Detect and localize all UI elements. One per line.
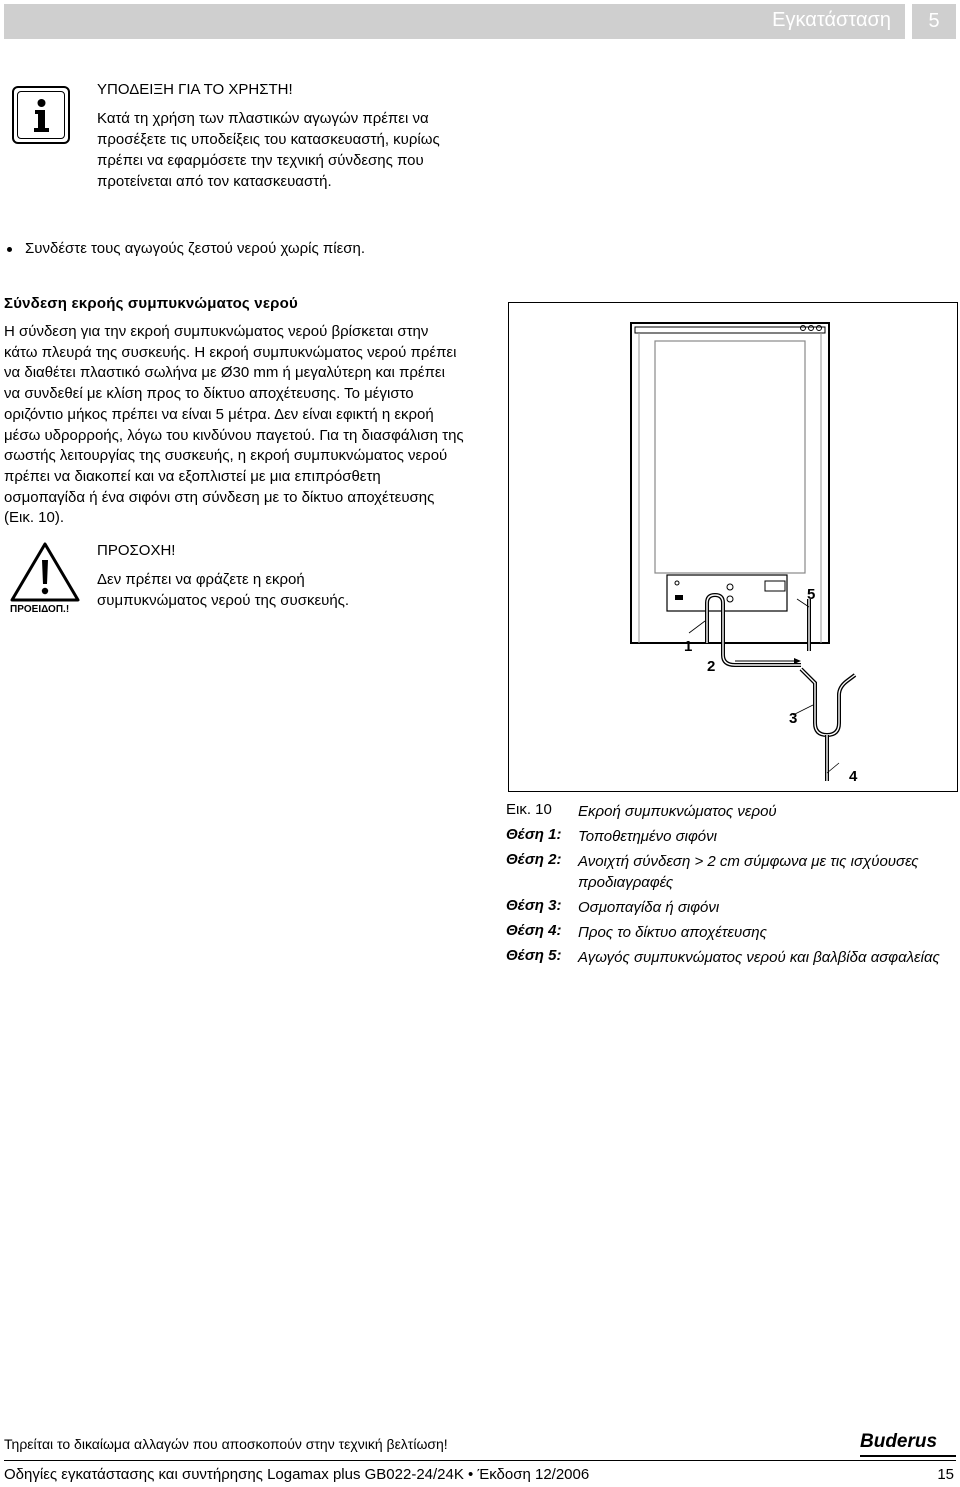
caption-item bbox=[506, 851, 958, 893]
caption-item bbox=[506, 826, 958, 847]
warning-title: ΠΡΟΣΟΧΗ! bbox=[97, 542, 176, 559]
caption-item-label: Θέση 5: bbox=[506, 947, 562, 964]
section-heading: Σύνδεση εκροής συμπυκνώματος νερού bbox=[4, 295, 298, 312]
boiler-diagram bbox=[509, 303, 959, 793]
chapter-number: 5 bbox=[912, 4, 956, 39]
caption-item-text: Τοποθετημένο σιφόνι bbox=[578, 828, 717, 845]
note-title: ΥΠΟΔΕΙΞΗ ΓΙΑ ΤΟ ΧΡΗΣΤΗ! bbox=[97, 81, 293, 98]
note-body: Κατά τη χρήση των πλαστικών αγωγών πρέπει να προσέξετε τις υποδείξεις του κατασκευαστή, κυρίως πρέπει να εφαρμόσετε την τεχνική σύνδεσης που προτείνεται από τον κατασκευαστή. bbox=[97, 110, 440, 190]
caption-item-text: Ανοιχτή σύνδεση > 2 cm σύμφωνα με τις ισχύουσες προδιαγραφές bbox=[578, 853, 919, 891]
warning-label: ΠΡΟΕΙΔΟΠ.! bbox=[10, 604, 70, 615]
caption-title-row bbox=[506, 801, 958, 822]
logo-underline bbox=[860, 1455, 956, 1457]
info-icon bbox=[12, 86, 70, 144]
figure-label: Εικ. 10 bbox=[506, 801, 552, 818]
footer-disclaimer: Τηρείται το δικαίωμα αλλαγών που αποσκοπούν στην τεχνική βελτίωση! bbox=[4, 1436, 448, 1452]
caption-item bbox=[506, 922, 958, 943]
caption-item-text: Οσμοπαγίδα ή σιφόνι bbox=[578, 899, 720, 916]
page-number: 15 bbox=[937, 1466, 954, 1483]
caption-item bbox=[506, 947, 958, 968]
figure-condensate-drain bbox=[508, 302, 958, 792]
caption-item-text: Προς το δίκτυο αποχέτευσης bbox=[578, 924, 767, 941]
chapter-title: Εγκατάσταση bbox=[772, 9, 891, 31]
footer-document-title: Οδηγίες εγκατάστασης και συντήρησης Logamax plus GB022-24/24K • Έκδοση 12/2006 bbox=[4, 1466, 590, 1483]
buderus-logo: Buderus bbox=[860, 1431, 938, 1452]
warning-body: Δεν πρέπει να φράζετε η εκροή συμπυκνώματος νερού της συσκευής. bbox=[97, 571, 350, 609]
callout-1: 1 bbox=[684, 638, 693, 655]
caption-item-label: Θέση 1: bbox=[506, 826, 562, 843]
callout-2: 2 bbox=[707, 658, 716, 675]
caption-item-label: Θέση 3: bbox=[506, 897, 562, 914]
bullet-dot bbox=[7, 247, 12, 252]
bullet-text: Συνδέστε τους αγωγούς ζεστού νερού χωρίς πίεση. bbox=[25, 240, 366, 257]
caption-item-label: Θέση 4: bbox=[506, 922, 562, 939]
section-body: Η σύνδεση για την εκροή συμπυκνώματος νερού βρίσκεται στην κάτω πλευρά της συσκευής. Η εκροή συμπυκνώματος νερού πρέπει να διαθέτει πλαστικό σωλήνα με Ø30 mm ή μεγαλύτερη και πρέπει να συνδεθεί με κλίση προς το δίκτυο αποχέτευσης. Το μέγιστο οριζόντιο μήκος πρέπει να είναι 5 μέτρα. Δεν είναι εφικτή η εκροή μέσω υδρορροής, λόγω του κινδύνου παγετού. Για τη διασφάλιση της σωστής λειτουργίας της συσκευής, η εκροή συμπυκνώματος νερού πρέπει να διακοπεί και να εξοπλιστεί με μια επιπρόσθετη οσμοπαγίδα ή ένα σιφόνι στη σύνδεση με το δίκτυο αποχέτευσης (Εικ. 10). bbox=[4, 323, 464, 527]
caption-item bbox=[506, 897, 958, 918]
figure-title: Εκροή συμπυκνώματος νερού bbox=[578, 803, 777, 820]
caption-item-text: Αγωγός συμπυκνώματος νερού και βαλβίδα ασφαλείας bbox=[578, 949, 940, 966]
header-bar bbox=[4, 4, 905, 39]
callout-5: 5 bbox=[807, 586, 816, 603]
callout-3: 3 bbox=[789, 710, 798, 727]
callout-4: 4 bbox=[849, 768, 858, 785]
footer-divider bbox=[4, 1460, 956, 1461]
figure-caption bbox=[506, 801, 958, 972]
caption-item-label: Θέση 2: bbox=[506, 851, 562, 868]
